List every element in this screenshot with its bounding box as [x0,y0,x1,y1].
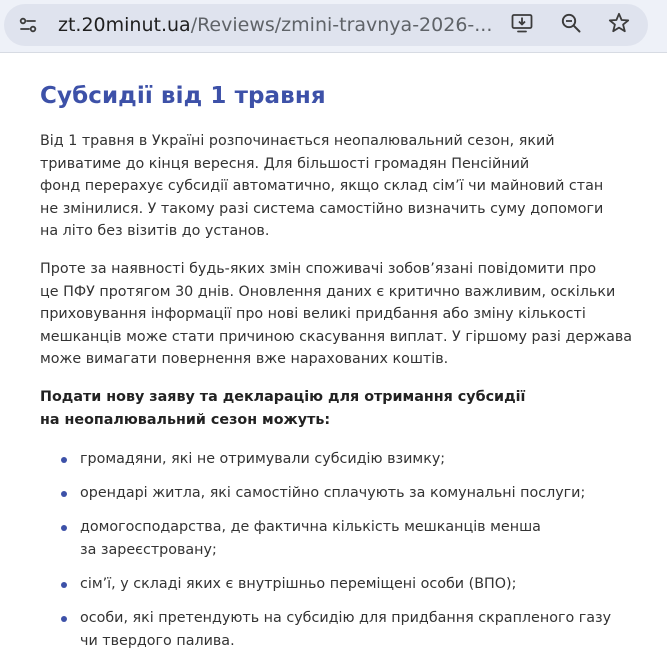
paragraph-intro [40,130,640,243]
toolbar-divider [0,52,667,53]
paragraph-line: приховування інформації про нові великі придбання або зміну кількості [40,306,586,322]
site-info-icon[interactable] [18,15,38,35]
paragraph-line: мешканців може стати причиною скасування виплат. У гіршому разі держава [40,328,633,345]
browser-toolbar [0,0,667,52]
paragraph-line: не змінилися. У такому разі система самостійно визначить суму допомоги [40,200,604,217]
paragraph-line: Проте за наявності будь-яких змін споживачі зобов’язані повідомити про [40,261,597,277]
list-item-line: орендарі житла, які самостійно сплачують за комунальні послуги; [80,485,586,501]
list-item-line: чи твердого палива. [80,632,235,649]
list-heading-line: Подати нову заяву та декларацію для отримання субсидії [40,389,526,405]
paragraph-line: на літо без візитів до установ. [40,223,270,239]
list-item-line: за зареєстровану; [80,541,217,558]
bullet-dot [61,491,67,497]
address-bar[interactable] [4,4,648,46]
list-item-text [80,516,541,561]
paragraph-line: фонд перерахує субсидії автоматично, якщо склад сім’ї чи майновий стан [40,178,604,194]
list-item-text [80,448,445,471]
article-title: Субсидії від 1 травня [40,83,326,109]
list-heading-line: на неопалювальний сезон можуть: [40,411,331,428]
paragraph-changes [40,258,640,371]
install-app-icon[interactable] [510,11,532,33]
bookmark-star-icon[interactable] [607,11,629,33]
url-domain: zt.20minut.ua [58,14,191,36]
url-text[interactable] [58,14,492,36]
list-item-text [80,573,516,596]
bullet-dot [61,525,67,531]
list-item-line: домогосподарства, де фактична кількість мешканців менша [80,519,541,535]
list-item-text [80,607,611,652]
list-item-line: громадяни, які не отримували субсидію взимку; [80,451,446,467]
paragraph-line: триватиме до кінця вересня. Для більшості громадян Пенсійний [40,155,530,172]
list-heading [40,386,640,431]
paragraph-line: Від 1 травня в Україні розпочинається неопалювальний сезон, який [40,133,555,149]
url-path: /Reviews/zmini-travnya-2026-... [190,14,493,36]
bullet-dot [61,457,67,463]
list-item-line: особи, які претендують на субсидію для придбання скрапленого газу [80,610,612,626]
list-item-line: сім’ї, у складі яких є внутрішньо переміщені особи (ВПО); [80,576,517,592]
bullet-dot [61,616,67,622]
bullet-dot [61,582,67,588]
zoom-icon[interactable] [559,11,581,33]
list-item-text [80,482,585,505]
paragraph-line: це ПФУ протягом 30 днів. Оновлення даних є критично важливим, оскільки [40,283,616,300]
paragraph-line: може вимагати повернення вже нарахованих коштів. [40,351,449,367]
